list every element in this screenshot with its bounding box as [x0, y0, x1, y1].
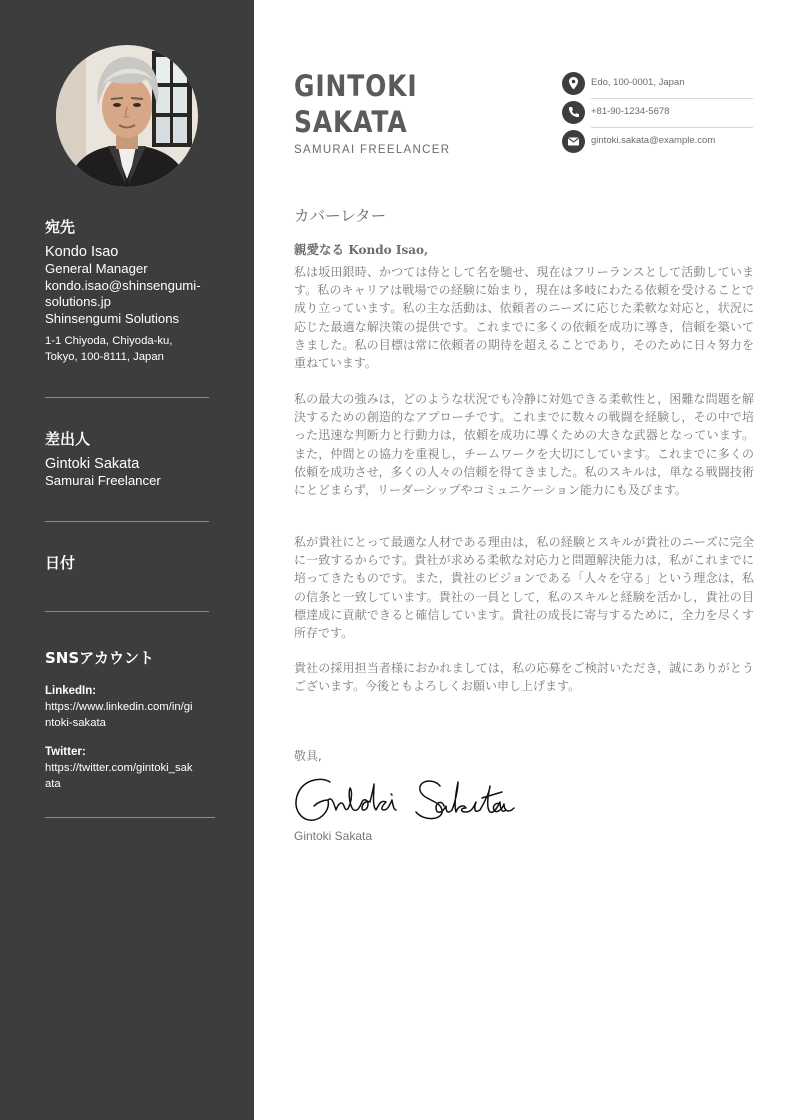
linkedin-url-line2[interactable]: ntoki-sakata: [45, 717, 106, 729]
letter-paragraph: 貴社の採用担当者様におかれましては，私の応募をご検討いただき，誠にありがとうございます。今後ともよろしくお願い申し上げます。: [294, 661, 754, 694]
divider: [45, 611, 209, 612]
recipient-title: General Manager: [45, 261, 148, 276]
recipient-name: Kondo Isao: [45, 244, 119, 260]
divider: [45, 817, 215, 818]
salutation-name: Kondo Isao,: [348, 243, 429, 257]
header-name-block: [294, 68, 450, 156]
email-icon: [562, 130, 585, 153]
signature-name: Gintoki Sakata: [294, 829, 373, 843]
date-heading: 日付: [45, 554, 76, 572]
contact-location-text: Edo, 100-0001, Japan: [591, 77, 685, 88]
phone-icon: [562, 101, 585, 124]
closing: 敬具,: [294, 749, 322, 763]
first-name: GINTOKI: [294, 69, 418, 103]
linkedin-url-line1[interactable]: https://www.linkedin.com/in/gi: [45, 701, 193, 713]
date-section: [45, 554, 215, 572]
letter-paragraph: 私の最大の強みは，どのような状況でも冷静に対処できる柔軟性と，困難な問題を解決するための創造的なアプローチです。これまでに数々の戦闘を経験し，その中で培った迅速な判断力と行動力は，依頼を成功に導くための大きな武器となっています。また，仲間との協力を重視し，チームワークを大切にしています。これまでに多くの依頼を成功させ，多くの人々の信頼を得てきました。私のスキルは，単なる戦闘技術にとどまらず，リーダーシップやコミュニケーション能力にも及びます。: [294, 392, 754, 498]
sender-section: [45, 430, 215, 490]
sender-title: Samurai Freelancer: [45, 473, 161, 488]
sns-heading: SNSアカウント: [45, 649, 155, 667]
recipient-heading: 宛先: [45, 218, 76, 236]
job-subtitle: SAMURAI FREELANCER: [294, 144, 451, 156]
divider: [45, 397, 209, 398]
letter-paragraph: 私は坂田銀時、かつては侍として名を馳せ、現在はフリーランスとして活動しています。私のキャリアは戦場での経験に始まり，現在は多岐にわたる依頼を受けることで成り立っています。私の主な活動は、依頼者のニーズに応じた柔軟な対応と，状況に応じた最適な解決策の提供です。これまでに多くの依頼を成功に導き，信頼を築いてきました。私の目標は常に依頼者の期待を超えることであり，そのために日々努力を重ねています。: [294, 265, 754, 371]
avatar: [56, 45, 198, 187]
salutation: [294, 240, 428, 258]
contact-email-text[interactable]: gintoki.sakata@example.com: [591, 135, 716, 146]
location-pin-icon: [562, 72, 585, 95]
twitter-url-line2[interactable]: ata: [45, 778, 61, 790]
recipient-company: Shinsengumi Solutions: [45, 310, 180, 326]
recipient-email-line2[interactable]: solutions.jp: [45, 294, 111, 309]
letter-title: カバーレター: [294, 207, 387, 225]
salutation-prefix: 親愛なる: [294, 242, 349, 257]
sns-section: [45, 649, 215, 792]
last-name: SAKATA: [294, 105, 408, 139]
recipient-address-line2: Tokyo, 100-8111, Japan: [45, 351, 164, 363]
profile-photo: [56, 45, 198, 187]
recipient-address-line1: 1-1 Chiyoda, Chiyoda-ku,: [45, 335, 173, 347]
contact-email: [562, 130, 753, 154]
divider: [45, 521, 209, 522]
twitter-url-line1[interactable]: https://twitter.com/gintoki_sak: [45, 762, 193, 774]
contact-phone-text[interactable]: +81-90-1234-5678: [591, 106, 670, 117]
letter-paragraph: 私が貴社にとって最適な人材である理由は，私の経験とスキルが貴社のニーズに完全に一致するからです。貴社が求める柔軟な対応力と問題解決能力は，私がこれまでに培ってきたものです。また，貴社のビジョンである「人々を守る」という理念は，私の信条と一致しています。貴社の一員として，私のスキルと経験を活かし，貴社の目標達成に貢献できると確信しています。貴社の成長に寄与するために，全力を尽くす所存です。: [294, 535, 754, 641]
recipient-section: [45, 218, 215, 365]
handwritten-signature: [290, 770, 540, 836]
contact-location: [562, 72, 753, 96]
linkedin-label: LinkedIn:: [45, 685, 97, 697]
sender-heading: 差出人: [45, 430, 91, 448]
divider: [591, 98, 753, 99]
sender-name: Gintoki Sakata: [45, 456, 140, 472]
contact-phone: [562, 101, 753, 125]
recipient-email-line1[interactable]: kondo.isao@shinsengumi-: [45, 277, 201, 293]
divider: [591, 127, 753, 128]
sidebar: [0, 0, 254, 1120]
twitter-label: Twitter:: [45, 746, 86, 758]
